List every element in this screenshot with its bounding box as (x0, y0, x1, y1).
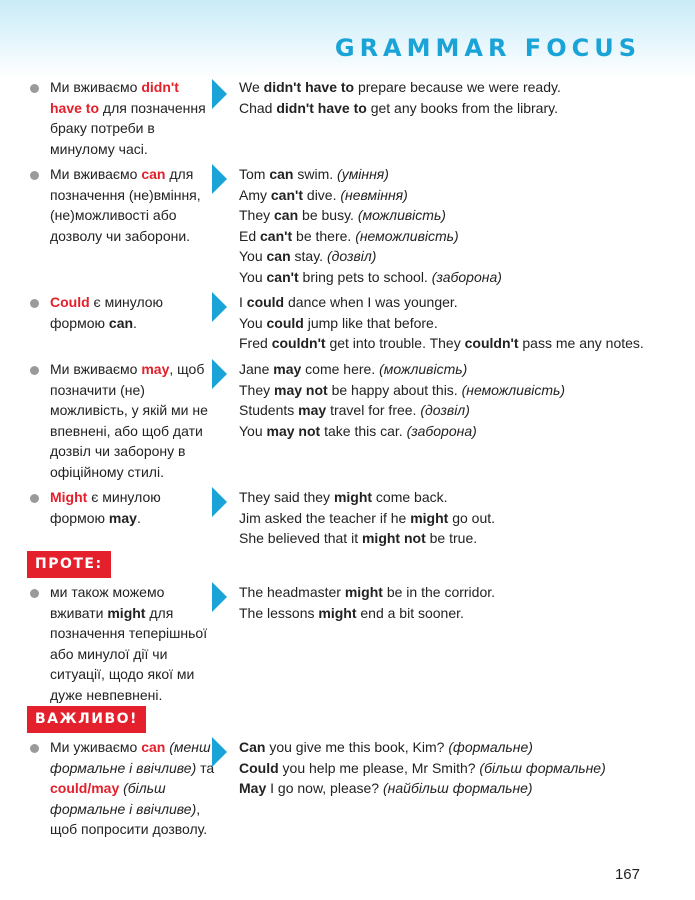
text-segment: Can (239, 739, 266, 755)
text-line (239, 246, 679, 267)
text-line (50, 778, 215, 799)
text-segment: браку потреби в (50, 120, 155, 136)
text-segment: дозвіл чи заборону в (50, 443, 186, 459)
text-segment: . (133, 314, 137, 331)
text-segment: We (239, 79, 264, 95)
text-segment: She believed that it (239, 530, 362, 546)
text-segment: can (274, 207, 299, 223)
rule-examples (239, 292, 679, 354)
text-segment: позначення (не)вміння, (50, 186, 201, 203)
text-segment: might (344, 584, 383, 600)
text-line (50, 664, 215, 685)
text-segment: take this car. (320, 422, 407, 439)
text-line (50, 603, 215, 624)
rule-explanation (50, 737, 215, 840)
text-segment: might (410, 509, 449, 526)
rule-examples (239, 582, 679, 623)
text-segment: для (165, 166, 194, 182)
text-segment: (заборона) (406, 422, 477, 439)
text-segment: Ми вживаємо (50, 166, 142, 182)
bullet-icon (30, 589, 39, 598)
text-segment: ми також можемо (50, 584, 165, 600)
rule-examples (239, 164, 679, 287)
text-segment: Ми вживаємо (50, 361, 142, 377)
text-segment: might (333, 489, 373, 505)
text-segment: You (239, 248, 267, 264)
text-segment: (невміння) (340, 186, 408, 203)
text-segment: didn't (141, 79, 179, 95)
text-segment: Jane (239, 361, 274, 377)
text-segment: dive. (303, 186, 341, 203)
text-line (239, 528, 679, 549)
text-line (239, 164, 679, 185)
text-segment: формою (50, 509, 109, 526)
text-segment: є минулою (87, 489, 161, 505)
text-segment: couldn't (271, 335, 326, 351)
text-line (239, 400, 679, 421)
text-line (239, 359, 679, 380)
text-line (239, 582, 679, 603)
text-segment: can't (270, 186, 304, 203)
text-segment: Could (239, 759, 279, 776)
text-segment: may (108, 509, 137, 526)
arrow-right-icon (212, 359, 227, 389)
text-line (239, 205, 679, 226)
text-segment: дуже невпевнені. (50, 686, 163, 703)
text-line (50, 98, 215, 119)
text-line (50, 462, 215, 483)
text-line (50, 118, 215, 139)
text-segment: (формальне) (448, 739, 533, 755)
text-segment: є минулою (89, 294, 164, 310)
text-segment: have to (50, 99, 100, 116)
text-segment: dance when I was younger. (284, 294, 458, 310)
text-segment: для (145, 604, 174, 621)
text-segment: be happy about this. (327, 381, 462, 398)
text-segment: Ed (239, 227, 261, 244)
text-segment: bring pets to school. (298, 268, 432, 285)
text-segment: may (298, 402, 327, 418)
text-line (50, 582, 215, 603)
rule-explanation (50, 164, 215, 246)
text-line (50, 359, 215, 380)
text-segment: can (141, 739, 166, 755)
text-line (239, 333, 679, 354)
text-line (239, 292, 679, 313)
text-line (50, 441, 215, 462)
arrow-right-icon (212, 79, 227, 109)
text-segment: couldn't (464, 335, 519, 351)
text-segment: I go now, please? (266, 780, 383, 796)
text-segment: Fred (239, 335, 272, 351)
text-segment: , щоб (169, 361, 205, 377)
text-line (239, 98, 679, 119)
text-line (239, 487, 679, 508)
arrow-right-icon (212, 582, 227, 612)
text-segment: та (196, 759, 215, 776)
text-segment: (не)можливості або (50, 207, 177, 223)
text-segment: You (239, 268, 267, 285)
text-line (239, 421, 679, 442)
text-segment: might not (361, 530, 426, 546)
text-segment: be there. (292, 227, 356, 244)
text-line (239, 267, 679, 288)
rule-explanation (50, 582, 215, 705)
arrow-right-icon (212, 737, 227, 767)
text-segment: формою (50, 314, 109, 331)
text-segment: для позначення (99, 99, 206, 116)
arrow-right-icon (212, 292, 227, 322)
text-line (50, 819, 215, 840)
rule-explanation (50, 359, 215, 482)
text-line (239, 603, 679, 624)
text-segment: Might (50, 489, 88, 505)
text-line (50, 644, 215, 665)
text-line (239, 778, 679, 799)
text-segment: you help me please, Mr Smith? (278, 759, 480, 776)
text-segment: didn't have to (276, 99, 367, 116)
important-label: ВАЖЛИВО! (27, 706, 146, 733)
text-segment: ситуації, щодо якої ми (50, 666, 195, 682)
text-segment: офіційному стилі. (50, 463, 164, 480)
text-line (50, 380, 215, 401)
text-segment: формальне і ввічливе) (50, 759, 197, 776)
text-segment: They (239, 381, 275, 398)
text-segment: may not (274, 381, 328, 398)
text-segment: may not (266, 422, 321, 439)
text-segment: you give me this book, Kim? (265, 739, 449, 755)
bullet-icon (30, 171, 39, 180)
text-segment: Could (50, 294, 90, 310)
text-line (50, 685, 215, 706)
text-segment: can (141, 166, 166, 182)
rule-explanation (50, 487, 215, 528)
text-segment: (найбільш формальне) (383, 780, 533, 796)
text-line (50, 77, 215, 98)
text-segment: be true. (425, 530, 478, 546)
text-segment: go out. (448, 509, 496, 526)
bullet-icon (30, 299, 39, 308)
text-segment: (неможливість) (355, 227, 459, 244)
text-line (239, 313, 679, 334)
text-segment: Students (239, 402, 299, 418)
text-segment: I (239, 294, 247, 310)
text-segment: swim. (293, 166, 338, 182)
text-line (50, 139, 215, 160)
text-segment: end a bit sooner. (356, 604, 464, 621)
text-line (50, 508, 215, 529)
page-title: GRAMMAR FOCUS (334, 34, 641, 62)
text-segment: may (141, 361, 170, 377)
text-segment: You (239, 422, 267, 439)
text-line (50, 205, 215, 226)
text-segment: You (239, 314, 267, 331)
text-line (50, 400, 215, 421)
rule-explanation (50, 77, 215, 159)
text-line (239, 380, 679, 401)
rule-examples (239, 737, 679, 799)
text-segment: stay. (290, 248, 327, 264)
text-line (50, 292, 215, 313)
text-segment: could (246, 294, 285, 310)
page-number: 167 (614, 866, 640, 883)
text-segment: (неможливість) (461, 381, 566, 398)
text-segment: May (239, 780, 267, 796)
arrow-right-icon (212, 487, 227, 517)
text-segment: (можливість) (379, 361, 468, 377)
text-segment: could (266, 314, 304, 331)
text-segment: , (196, 800, 201, 817)
text-segment: щоб попросити дозволу. (50, 821, 208, 837)
rule-examples (239, 359, 679, 441)
text-segment: (менш (165, 739, 211, 755)
text-segment: Amy (239, 186, 271, 203)
text-segment: або минулої дії чи (50, 645, 168, 662)
text-segment: (дозвіл) (420, 402, 470, 418)
text-line (50, 313, 215, 334)
text-segment: Chad (239, 99, 277, 116)
text-line (239, 758, 679, 779)
text-segment: might (107, 604, 146, 621)
text-segment: They said they (239, 489, 334, 505)
text-line (50, 799, 215, 820)
text-segment: can (266, 248, 291, 264)
text-segment: (більш формальне) (479, 759, 606, 776)
text-segment: (заборона) (431, 268, 502, 285)
text-segment: be busy. (298, 207, 358, 223)
text-line (239, 226, 679, 247)
text-segment: may (273, 361, 302, 377)
text-line (50, 758, 215, 779)
text-segment: можливість, у якій ми не (50, 402, 208, 418)
text-segment: get into trouble. They (325, 335, 465, 351)
arrow-right-icon (212, 164, 227, 194)
bullet-icon (30, 494, 39, 503)
text-segment: Tom (239, 166, 270, 182)
text-segment: can (269, 166, 294, 182)
text-segment: pass me any notes. (518, 335, 644, 351)
text-segment: впевнені, або щоб дати (50, 422, 203, 439)
text-segment: travel for free. (326, 402, 421, 418)
text-segment: формальне і ввічливе) (50, 800, 197, 817)
text-segment: минулому часі. (50, 140, 148, 157)
text-segment: come here. (301, 361, 380, 377)
text-segment: The headmaster (239, 584, 345, 600)
text-segment: can (108, 314, 134, 331)
text-segment: (більш (119, 780, 166, 796)
text-segment: вживати (50, 604, 108, 621)
text-line (50, 421, 215, 442)
rule-explanation (50, 292, 215, 333)
bullet-icon (30, 366, 39, 375)
text-line (50, 623, 215, 644)
text-line (239, 508, 679, 529)
text-segment: (можливість) (357, 207, 446, 223)
however-label: ПРОТЕ: (27, 551, 111, 578)
rule-examples (239, 487, 679, 549)
text-line (239, 77, 679, 98)
bullet-icon (30, 84, 39, 93)
bullet-icon (30, 744, 39, 753)
text-line (50, 737, 215, 758)
text-segment: jump like that before. (303, 314, 438, 331)
text-segment: (дозвіл) (326, 248, 377, 264)
text-segment: prepare because we were ready. (354, 79, 561, 95)
text-line (239, 737, 679, 758)
text-segment: (уміння) (337, 166, 389, 182)
text-segment: Jim asked the teacher if he (239, 509, 411, 526)
text-segment: could/may (50, 780, 120, 796)
text-segment: Ми уживаємо (50, 739, 142, 755)
text-segment: get any books from the library. (366, 99, 558, 116)
text-segment: позначити (не) (50, 381, 145, 398)
text-segment: They (239, 207, 275, 223)
text-segment: might (318, 604, 357, 621)
text-segment: Ми вживаємо (50, 79, 142, 95)
text-line (50, 487, 215, 508)
text-segment: be in the corridor. (382, 584, 496, 600)
text-segment: The lessons (239, 604, 319, 621)
text-segment: didn't have to (263, 79, 355, 95)
text-line (50, 164, 215, 185)
text-line (239, 185, 679, 206)
text-segment: дозволу чи заборони. (50, 227, 191, 244)
rule-examples (239, 77, 679, 118)
text-segment: позначення теперішньої (50, 625, 208, 641)
text-line (50, 185, 215, 206)
text-segment: can't (266, 268, 299, 285)
text-segment: come back. (372, 489, 448, 505)
text-segment: can't (260, 227, 293, 244)
text-segment: . (136, 509, 141, 526)
text-line (50, 226, 215, 247)
